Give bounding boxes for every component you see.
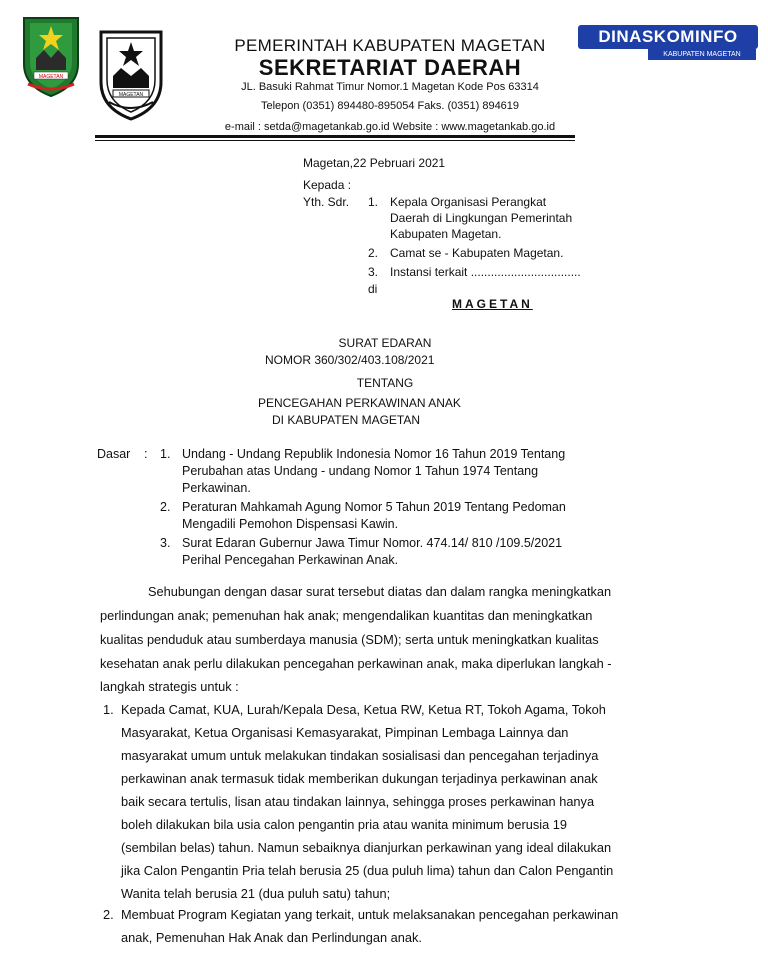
point-line: masyarakat umum untuk melakukan tindakan sosialisasi dan pencegahan terjadinya (121, 748, 599, 763)
recipient-num: 1. (368, 195, 379, 209)
dasar-line: Undang - Undang Republik Indonesia Nomor 16 Tahun 2019 Tentang (182, 447, 566, 461)
dasar-line: Perihal Pencegahan Perkawinan Anak. (182, 553, 399, 567)
point-line: jika Calon Pengantin Pria telah berusia 25 (dua puluh lima) tahun dan Calon Pengantin (121, 863, 614, 878)
sekretariat-seal-icon (93, 26, 169, 122)
intro-line: langkah strategis untuk : (100, 679, 239, 694)
dasar-line: Perubahan atas Undang - undang Nomor 1 Tahun 1974 Tentang (182, 464, 539, 478)
recipient-line: Kabupaten Magetan. (390, 227, 502, 241)
dasar-label: Dasar (97, 447, 131, 461)
tentang-label: TENTANG (356, 376, 414, 390)
seal-mid-text: MAGETAN (118, 92, 144, 98)
kominfo-logo (578, 25, 758, 59)
header-phone: Telepon (0351) 894480-895054 Faks. (0351) 894619 (260, 100, 520, 112)
dasar-line: Perkawinan. (182, 481, 251, 495)
point-num: 2. (103, 907, 114, 922)
dasar-colon: : (144, 447, 148, 461)
subject-line-2: DI KABUPATEN MAGETAN (272, 413, 421, 427)
intro-line: kesehatan anak perlu dilakukan pencegahan perkawinan anak, maka diperlukan langkah - (100, 656, 612, 671)
dasar-num: 2. (160, 500, 171, 514)
recipient-line: Camat se - Kabupaten Magetan. (390, 246, 564, 260)
recipient-num: 2. (368, 246, 379, 260)
destination-place: MAGETAN (452, 297, 533, 311)
dasar-num: 3. (160, 536, 171, 550)
seal-left-text: MAGETAN (38, 74, 64, 80)
header-office: SEKRETARIAT DAERAH (258, 55, 522, 80)
header-rule-thick (95, 135, 575, 138)
magetan-regency-seal-icon (18, 14, 84, 98)
intro-line: Sehubungan dengan dasar surat tersebut diatas dan dalam rangka meningkatkan (148, 584, 612, 599)
point-line: anak, Pemenuhan Hak Anak dan Perlindungan anak. (121, 930, 422, 945)
dasar-num: 1. (160, 447, 171, 461)
point-line: (sembilan belas) tahun. Namun sebaiknya dianjurkan perkawinan yang ideal dilakukan (121, 840, 612, 855)
point-line: Kepada Camat, KUA, Lurah/Kepala Desa, Ketua RW, Ketua RT, Tokoh Agama, Tokoh (121, 702, 606, 717)
kepada-label: Kepada : (303, 178, 352, 192)
intro-line: kualitas penduduk atau sumberdaya manusia (SDM); serta untuk meningkatkan kualitas (100, 632, 599, 647)
header-address: JL. Basuki Rahmat Timur Nomor.1 Magetan Kode Pos 63314 (241, 81, 539, 93)
kominfo-main-text: DINASKOMINFO (578, 25, 758, 49)
recipient-line: Instansi terkait ................................. (390, 265, 581, 279)
header-rule-thin (95, 140, 575, 141)
subject-line-1: PENCEGAHAN PERKAWINAN ANAK (258, 396, 461, 410)
point-num: 1. (103, 702, 114, 717)
dasar-line: Mengadili Pemohon Dispensasi Kawin. (182, 517, 399, 531)
letter-type: SURAT EDARAN (338, 336, 432, 350)
point-line: boleh dilakukan bila usia calon pengantin pria atau wanita minimum berusia 19 (121, 817, 568, 832)
letter-date: Magetan,22 Pebruari 2021 (303, 156, 446, 170)
recipient-line: Kepala Organisasi Perangkat (390, 195, 547, 209)
header-contact: e-mail : setda@magetankab.go.id Website : www.magetankab.go.id (224, 121, 556, 133)
recipient-num: 3. (368, 265, 379, 279)
header-government: PEMERINTAH KABUPATEN MAGETAN (234, 36, 546, 55)
di-label: di (368, 282, 378, 296)
dasar-line: Surat Edaran Gubernur Jawa Timur Nomor. 474.14/ 810 /109.5/2021 (182, 536, 563, 550)
kominfo-sub-text: KABUPATEN MAGETAN (648, 49, 756, 60)
point-line: perkawinan anak termasuk tidak memberikan dukungan terjadinya perkawinan anak (121, 771, 598, 786)
point-line: baik secara tertulis, lisan atau tindakan lainnya, sehingga proses perkawinan hanya (121, 794, 595, 809)
recipient-line: Daerah di Lingkungan Pemerintah (390, 211, 573, 225)
intro-line: perlindungan anak; pemenuhan hak anak; mengendalikan kuantitas dan meningkatkan (100, 608, 593, 623)
dasar-line: Peraturan Mahkamah Agung Nomor 5 Tahun 2019 Tentang Pedoman (182, 500, 566, 514)
point-line: Membuat Program Kegiatan yang terkait, untuk melaksanakan pencegahan perkawinan (121, 907, 619, 922)
point-line: Masyarakat, Ketua Organisasi Kemasyarakat, Pimpinan Lembaga Lainnya dan (121, 725, 569, 740)
yth-label: Yth. Sdr. (303, 195, 350, 209)
point-line: Wanita telah berusia 21 (dua puluh satu) tahun; (121, 886, 391, 901)
letter-number: NOMOR 360/302/403.108/2021 (265, 353, 435, 367)
